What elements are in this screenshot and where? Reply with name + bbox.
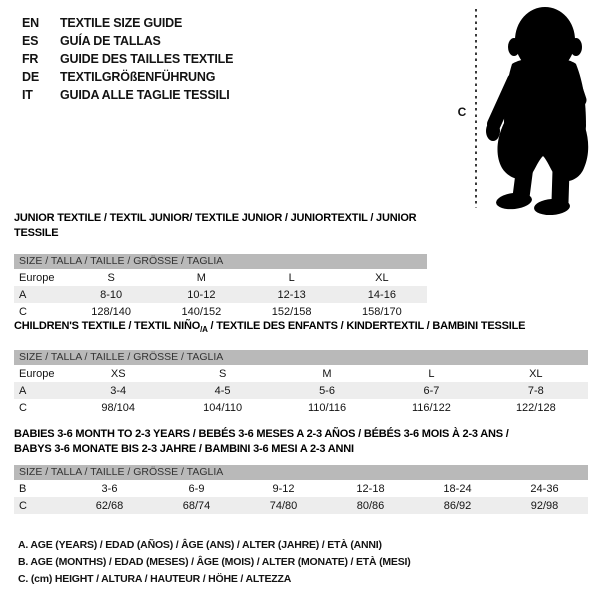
table-cell: S: [218, 367, 227, 380]
table-cell: 110/116: [307, 401, 347, 414]
table-cell: 12-13: [277, 288, 306, 301]
language-row: [22, 68, 233, 86]
table-cell: 74/80: [269, 499, 298, 512]
row-label: C: [19, 401, 27, 414]
children-textile-section: [14, 319, 588, 416]
table-cell: 98/104: [101, 401, 136, 414]
table-cell: 3-4: [110, 384, 127, 397]
table-cell: 122/128: [515, 401, 556, 414]
language-title: GUIDE DES TAILLES TEXTILE: [60, 52, 234, 66]
table-cell: 128/140: [91, 305, 131, 318]
table-cell: 6-9: [188, 482, 205, 495]
table-cell: 86/92: [443, 499, 472, 512]
table-cell: 80/86: [356, 499, 385, 512]
row-label: C: [19, 305, 27, 318]
footnote-a: A. AGE (YEARS) / EDAD (AÑOS) / ÂGE (ANS) / ALTER (JAHRE) / ETÀ (ANNI): [18, 539, 382, 551]
row-label: A: [19, 288, 27, 301]
table-row: [14, 269, 427, 286]
language-code: DE: [22, 70, 39, 84]
table-cell: 92/98: [530, 499, 559, 512]
babies-textile-section: [14, 427, 588, 514]
table-cell: 12-18: [356, 482, 385, 495]
junior-textile-section: [14, 211, 427, 320]
table-row: [14, 497, 588, 514]
language-row: [22, 14, 233, 32]
table-cell: 116/122: [411, 401, 451, 414]
row-label: A: [19, 384, 27, 397]
children-size-header-bar: SIZE / TALLA / TAILLE / GRÖSSE / TAGLIA: [14, 350, 588, 365]
children-title-subscript: /A: [200, 325, 208, 335]
table-cell: 18-24: [443, 482, 472, 495]
footnote-list: [18, 537, 411, 589]
table-cell: S: [107, 271, 115, 284]
table-cell: L: [288, 271, 295, 284]
row-label: B: [19, 482, 27, 495]
language-title: GUIDA ALLE TAGLIE TESSILI: [60, 88, 230, 102]
table-row: [14, 399, 588, 416]
babies-title-line2: BABYS 3-6 MONATE BIS 2-3 JAHRE / BAMBINI 3-6 MESI A 2-3 ANNI: [14, 443, 354, 455]
language-code: EN: [22, 16, 39, 30]
table-cell: 24-36: [530, 482, 559, 495]
table-cell: XL: [529, 367, 543, 380]
footnote-b: B. AGE (MONTHS) / EDAD (MESES) / ÂGE (MOIS) / ALTER (MONATE) / ETÀ (MESI): [18, 556, 411, 569]
babies-table-title: [14, 427, 588, 457]
table-cell: 104/110: [203, 401, 243, 414]
footnote-c: C. (cm) HEIGHT / ALTURA / HAUTEUR / HÖHE / ALTEZZA: [18, 573, 292, 586]
table-cell: M: [322, 367, 332, 380]
language-title-list: [22, 14, 233, 104]
language-row: [22, 32, 233, 50]
table-cell: XS: [110, 367, 126, 380]
baby-silhouette-icon: [480, 0, 600, 215]
babies-title-line1: BABIES 3-6 MONTH TO 2-3 YEARS / BEBÉS 3-6 MESES A 2-3 AÑOS / BÉBÉS 3-6 MOIS À 2-3 ANS /: [14, 428, 509, 440]
table-cell: 9-12: [272, 482, 295, 495]
table-cell: L: [428, 367, 435, 380]
table-cell: M: [196, 271, 206, 284]
children-table-title: [14, 319, 588, 337]
language-row: [22, 86, 233, 104]
table-cell: 62/68: [95, 499, 124, 512]
children-title-part1: CHILDREN'S TEXTILE / TEXTIL NIÑO: [14, 320, 201, 332]
language-title: GUÍA DE TALLAS: [60, 34, 161, 48]
row-label: Europe: [19, 367, 55, 380]
language-title: TEXTILE SIZE GUIDE: [60, 16, 183, 30]
junior-table-title: JUNIOR TEXTILE / TEXTIL JUNIOR/ TEXTILE JUNIOR / JUNIORTEXTIL / JUNIOR TESSILE: [14, 212, 417, 239]
language-row: [22, 50, 233, 68]
table-cell: 5-6: [319, 384, 335, 397]
language-code: ES: [22, 34, 39, 48]
language-code: IT: [22, 88, 33, 102]
table-cell: XL: [375, 271, 389, 284]
language-code: FR: [22, 52, 39, 66]
table-cell: 14-16: [367, 288, 396, 301]
table-cell: 68/74: [182, 499, 211, 512]
table-row: [14, 365, 588, 382]
table-row: [14, 303, 427, 320]
table-cell: 4-5: [214, 384, 231, 397]
table-row: [14, 382, 588, 399]
junior-size-header-bar: SIZE / TALLA / TAILLE / GRÖSSE / TAGLIA: [14, 254, 427, 269]
table-cell: 10-12: [187, 288, 216, 301]
table-cell: 6-7: [423, 384, 440, 397]
table-row: [14, 286, 427, 303]
children-title-part2: / TEXTILE DES ENFANTS / KINDERTEXTIL / BAMBINI TESSILE: [207, 320, 526, 332]
babies-size-header-bar: SIZE / TALLA / TAILLE / GRÖSSE / TAGLIA: [14, 465, 588, 480]
height-measure-dotted-line: [475, 9, 477, 208]
table-cell: 3-6: [101, 482, 118, 495]
table-cell: 8-10: [100, 288, 123, 301]
table-cell: 158/170: [361, 305, 402, 318]
row-label: Europe: [19, 271, 55, 284]
table-row: [14, 480, 588, 497]
language-title: TEXTILGRÖßENFÜHRUNG: [60, 70, 216, 84]
table-cell: 152/158: [271, 305, 312, 318]
table-cell: 140/152: [181, 305, 222, 318]
height-measure-label: C: [457, 105, 467, 119]
table-cell: 7-8: [527, 384, 544, 397]
row-label: C: [19, 499, 27, 512]
